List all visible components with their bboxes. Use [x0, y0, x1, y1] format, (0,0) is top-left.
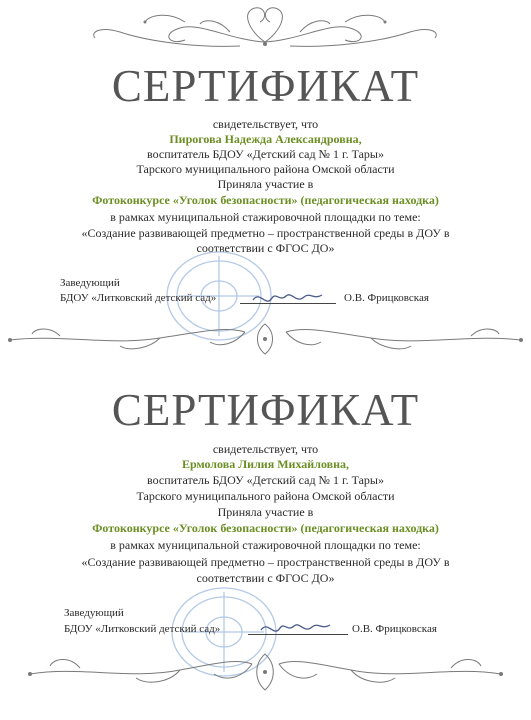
contest-name: Фотоконкурсе «Уголок безопасности» (педагогическая находка) [92, 193, 439, 207]
district-text: Тарского муниципального района Омской области [136, 489, 395, 503]
recipient-name: Ермолова Лилия Михайловна, [181, 457, 350, 471]
signer-name: О.В. Фрицковская [344, 292, 429, 304]
certificate-title: СЕРТИФИКАТ [111, 61, 420, 111]
participated-text: Приняла участие в [217, 177, 314, 191]
recipient-name: Пирогова Надежда Александровна, [169, 132, 362, 146]
contest-name: Фотоконкурсе «Уголок безопасности» (педагогическая находка) [92, 521, 439, 535]
certificate-2 [0, 360, 531, 720]
head-label: Заведующий [60, 277, 120, 289]
district-text: Тарского муниципального района Омской области [136, 162, 395, 176]
certificate-title: СЕРТИФИКАТ [111, 385, 420, 435]
signer-name: О.В. Фрицковская [352, 623, 437, 635]
recipient-position: воспитатель БДОУ «Детский сад № 1 г. Тары» [147, 473, 384, 487]
certifies-text: свидетельствует, что [212, 442, 319, 456]
bottom-ornament [0, 318, 531, 360]
topic-line-2: соответствии с ФГОС ДО» [196, 241, 335, 255]
bottom-ornament [0, 644, 531, 700]
signature-scribble [258, 616, 333, 645]
head-label: Заведующий [64, 607, 124, 619]
top-ornament [0, 2, 531, 50]
organization-name: БДОУ «Литковский детский сад» [64, 623, 221, 635]
framework-text: в рамках муниципальной стажировочной площадки по теме: [110, 538, 421, 552]
recipient-position: воспитатель БДОУ «Детский сад № 1 г. Тары» [147, 147, 384, 161]
topic-line-1: «Создание развивающей предметно – пространственной среды в ДОУ в [81, 555, 450, 569]
participated-text: Приняла участие в [217, 505, 314, 519]
topic-line-2: соответствии с ФГОС ДО» [196, 571, 335, 585]
certifies-text: свидетельствует, что [212, 117, 319, 131]
topic-line-1: «Создание развивающей предметно – пространственной среды в ДОУ в [81, 226, 450, 240]
organization-name: БДОУ «Литковский детский сад» [60, 292, 217, 304]
signature-scribble [250, 286, 325, 315]
framework-text: в рамках муниципальной стажировочной площадки по теме: [110, 210, 421, 224]
